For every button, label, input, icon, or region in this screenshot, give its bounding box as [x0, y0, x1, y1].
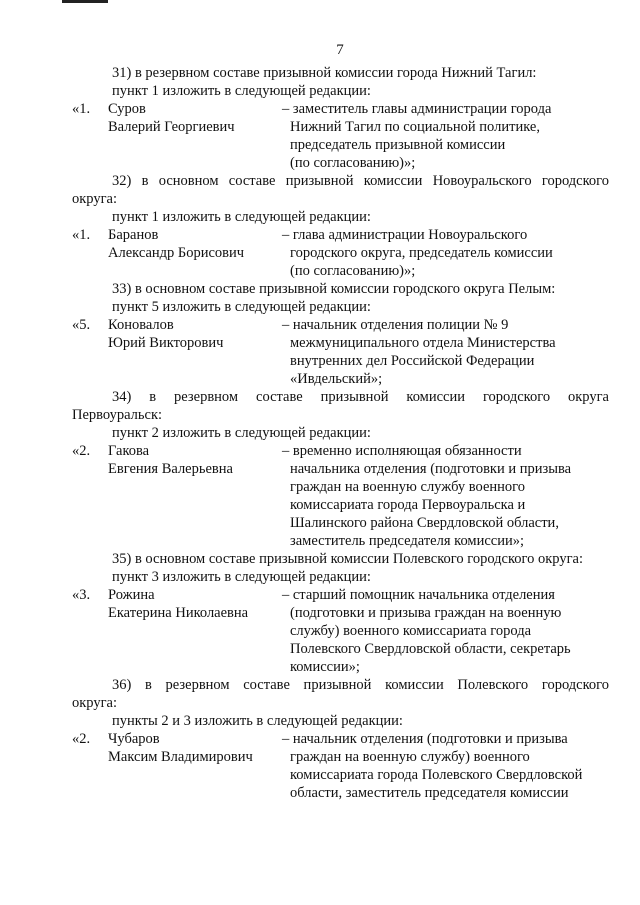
entry-given-names: Екатерина Николаевна [108, 605, 249, 621]
entry-position-line: (по согласованию)»; [290, 155, 416, 171]
item-35-instruction: пункт 3 изложить в следующей редакции: [112, 569, 371, 585]
entry-position-line: – временно исполняющая обязанности [282, 443, 522, 459]
entry-position-line: – заместитель главы администрации города [282, 101, 552, 117]
item-34-heading: 34) в резервном составе призывной комиссии городского округа [112, 389, 609, 405]
entry-number: «2. [72, 731, 91, 747]
entry-given-names: Максим Владимирович [108, 749, 253, 765]
entry-position-line: – старший помощник начальника отделения [282, 587, 555, 603]
scan-artifact [62, 0, 108, 3]
item-31-heading: 31) в резервном составе призывной комиссии города Нижний Тагил: [112, 65, 537, 81]
item-33-heading: 33) в основном составе призывной комиссии городского округа Пелым: [112, 281, 556, 297]
entry-position-line: начальника отделения (подготовки и призыва [290, 461, 572, 477]
entry-number: «5. [72, 317, 91, 333]
item-32-heading: 32) в основном составе призывной комиссии Новоуральского городского [112, 173, 609, 189]
entry-position-line: граждан на военную службу) военного [290, 749, 530, 765]
entry-surname: Рожина [108, 587, 155, 603]
entry-position-line: комиссариата города Первоуральска и [290, 497, 526, 513]
entry-position-line: Шалинского района Свердловской области, [290, 515, 559, 531]
entry-position-line: «Ивдельский»; [290, 371, 383, 387]
item-34-instruction: пункт 2 изложить в следующей редакции: [112, 425, 371, 441]
entry-surname: Суров [108, 101, 146, 117]
entry-position-line: (подготовки и призыва граждан на военную [290, 605, 562, 621]
entry-given-names: Александр Борисович [108, 245, 245, 261]
entry-position-line: председатель призывной комиссии [290, 137, 506, 153]
item-34-heading-cont: Первоуральск: [72, 407, 163, 423]
entry-position-line: Нижний Тагил по социальной политике, [290, 119, 540, 135]
entry-surname: Гакова [108, 443, 150, 459]
entry-position-line: – начальник отделения полиции № 9 [282, 317, 509, 333]
entry-position-line: заместитель председателя комиссии»; [290, 533, 525, 549]
entry-number: «1. [72, 227, 91, 243]
item-35-heading: 35) в основном составе призывной комиссии Полевского городского округа: [112, 551, 584, 567]
entry-surname: Чубаров [108, 731, 160, 747]
entry-given-names: Евгения Валерьевна [108, 461, 233, 477]
page-number: 7 [336, 42, 344, 58]
item-36-heading: 36) в резервном составе призывной комиссии Полевского городского [112, 677, 609, 693]
entry-position-line: – глава администрации Новоуральского [282, 227, 528, 243]
entry-position-line: Полевского Свердловской области, секретарь [290, 641, 571, 657]
entry-number: «2. [72, 443, 91, 459]
item-36-heading-cont: округа: [72, 695, 118, 711]
entry-position-line: межмуниципального отдела Министерства [290, 335, 556, 351]
entry-number: «3. [72, 587, 91, 603]
entry-position-line: – начальник отделения (подготовки и призыва [282, 731, 568, 747]
item-36-instruction: пункты 2 и 3 изложить в следующей редакции: [112, 713, 403, 729]
entry-position-line: городского округа, председатель комиссии [290, 245, 553, 261]
entry-given-names: Валерий Георгиевич [108, 119, 235, 135]
item-32-instruction: пункт 1 изложить в следующей редакции: [112, 209, 371, 225]
entry-surname: Баранов [108, 227, 159, 243]
entry-position-line: комиссии»; [290, 659, 360, 675]
entry-position-line: граждан на военную службу военного [290, 479, 525, 495]
entry-surname: Коновалов [108, 317, 174, 333]
entry-position-line: службу) военного комиссариата города [290, 623, 532, 639]
entry-position-line: внутренних дел Российской Федерации [290, 353, 535, 369]
entry-given-names: Юрий Викторович [108, 335, 224, 351]
entry-number: «1. [72, 101, 91, 117]
entry-position-line: области, заместитель председателя комиссии [290, 785, 569, 801]
item-31-instruction: пункт 1 изложить в следующей редакции: [112, 83, 371, 99]
item-32-heading-cont: округа: [72, 191, 118, 207]
entry-position-line: комиссариата города Полевского Свердловской [290, 767, 583, 783]
entry-position-line: (по согласованию)»; [290, 263, 416, 279]
item-33-instruction: пункт 5 изложить в следующей редакции: [112, 299, 371, 315]
